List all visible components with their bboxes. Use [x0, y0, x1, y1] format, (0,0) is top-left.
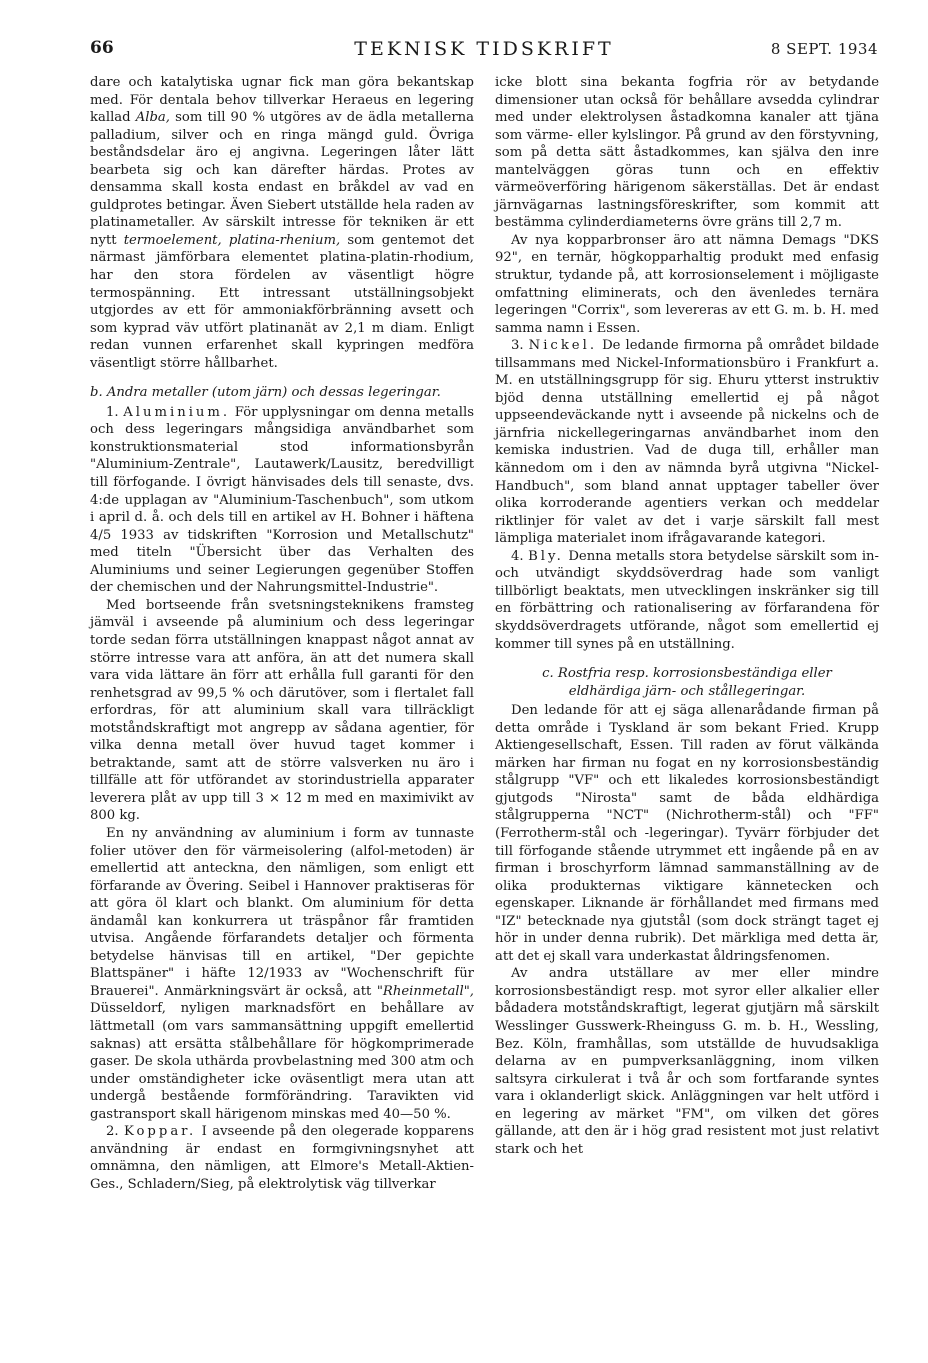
paragraph: dare och katalytiska ugnar fick man göra bekantskap med. För dentala behov tillverkar Heraeus en legering kallad Alba, som till 90 % utgöres av de ädla metallerna palladium, silver och en ringa mängd guld. Övriga beståndsdelar äro ej angivna. Legeringen låter lätt bearbeta sig och kan därefter härdas. Protes av densamma skall kosta endast en bråkdel av vad en guldprotes betingar. Även Siebert utställde hela raden av platinametaller. Av särskilt intresse för tekniken är ett nytt termoelement, platina-rhenium, som gentemot det närmast jämförbara elementet platina-platin-rhodium, har den stora fördelen av väsentligt högre termospänning. Ett intressant utställningsobjekt utgjordes av ett för ammoniakförbränning avsett och som kyprad väv utfört platinanät av 2,1 m diam. Enligt redan vunnen erfarenhet skall kypringen medföra väsentligt större hållbarhet.	[90, 75, 474, 371]
paragraph-bly: 4. Bly. Denna metalls stora betydelse särskilt som in- och utvändigt skyddsöverdrag hade som vanligt tillbörligt beaktats, men utvecklingen inskränker sig till en förbättring och rationalisering av förfarandena för skyddsöverdragets utförande, något som emellertid ej kommer till synes på en utställning.	[495, 548, 879, 652]
section-heading-b: b. Andra metaller (utom järn) och dessas legeringar.	[90, 385, 441, 401]
journal-title: TEKNISK TIDSKRIFT	[354, 38, 614, 60]
subsection-title: Aluminium.	[123, 404, 231, 420]
right-column	[495, 74, 879, 1158]
paragraph: Med bortseende från svetsningsteknikens framsteg jämväl i avseende på aluminium och dess legeringar torde sedan förra utställningen knappast något annat av större intresse vara att anföra, än att det numera skall vara vida lättare än förr att erhålla full garanti för den renhetsgrad av 99,5 % och därutöver, som i flertalet fall erfordras, för att aluminium skall vara tillräckligt motståndskraftigt mot angrepp av sådana agentier, för vilka denna metall över huvud taget kommer i betraktande, samt att de större valsverken nu äro i tillfälle att för utförandet av storindustriella apparater leverera plåt av upp till 3 × 12 m med en maximivikt av 800 kg.	[90, 597, 474, 824]
subsection-title: Koppar.	[124, 1124, 197, 1140]
left-column	[90, 74, 474, 1193]
paragraph: Av nya kopparbronser äro att nämna Demags "DKS 92", en ternär, högkopparhaltig produkt med enfasig struktur, tydande på, att korrosionselement i möjligaste omfattning eliminerats, och den ävenledes ternära legeringen "Corrix", som levereras av ett G. m. b. H. med samma namn i Essen.	[495, 232, 879, 336]
paragraph: Av andra utställare av mer eller mindre korrosionsbeständigt resp. mot syror eller alkalier eller bådadera motståndskraftigt, legerat gjutjärn må särskilt Wesslinger Gusswerk-Rheinguss G. m. b. H., Wessling, Bez. Köln, framhållas, som utställde de huvudsakliga delarna av en pumpverksanläggning, inom vilken saltsyra cirkulerat i två år och som fortfarande syntes vara i oklanderligt skick. Anläggningen var helt utförd i en legering av märket "FM", om vilken det göres gällande, att den är i hög grad resistent mot just relativt stark och het	[495, 966, 879, 1157]
paragraph: Den ledande för att ej säga allenarådande firman på detta område i Tyskland är som bekant Fried. Krupp Aktiengesellschaft, Essen. Till raden av förut välkända märken har firman nu fogat en ny korrosionsbeständig stålgrupp "VF" och ett likaledes korrosionsbeständigt gjutgods "Nirosta" samt de båda eldhärdiga stålgrupperna "NCT" (Nichrotherm-stål) och "FF" (Ferrotherm-stål och -legeringar). Tyvärr förbjuder det till förfogande stående utrymmet ett ingående på en av firman i broschyrform lämnad sammanställning av de olika produkternas viktigare kännetecken och egenskaper. Liknande är förhållandet med firmans med "IZ" betecknade nya gjutstål (som dock strängt taget ej hör in under denna rubrik). Det märkliga med detta är, att det ej skall vara underkastat åldringsfenomen.	[495, 703, 879, 964]
issue-date: 8 SEPT. 1934	[770, 40, 878, 58]
subsection-title: Bly.	[528, 548, 564, 564]
paragraph-aluminium: 1. Aluminium. För upplysningar om denna metalls och dess legeringars mångsidiga användbarhet som konstruktionsmaterial stod informationsbyrån "Aluminium-Zentrale", Lautawerk/Lausitz, beredvilligt till förfogande. I övrigt hänvisades dels till senaste, dvs. 4:de upplagan av "Aluminium-Taschenbuch", som utkom i april d. å. och dels till en artikel av H. Bohner i häftena 4/5 1933 av tidskriften "Korrosion und Metallschutz" med titeln "Übersicht über das Verhalten des Aluminiums und seiner Legierungen gegenüber Stoffen der chemischen und der Nahrungsmittel-Industrie".	[90, 404, 474, 596]
paragraph-koppar: 2. Koppar. I avseende på den olegerade kopparens användning är endast en formgivningsnyhet att omnämna, den nämligen, att Elmore's Metall-Aktien-Ges., Schladern/Sieg, på elektrolytisk väg tillverkar	[90, 1124, 474, 1192]
subsection-title: Nickel.	[528, 338, 598, 354]
page-number: 66	[90, 38, 114, 58]
paragraph: icke blott sina bekanta fogfria rör av betydande dimensioner utan också för behållare avsedda cylindrar med under elektrolysen åstadkomna kanaler att tjäna som värme- eller kylslingor. På grund av den förstyvning, som på detta sätt åstadkommes, kan själva den inre mantelväggen göras tunn och en effektiv värmeöverföring härigenom säkerställas. Det är endast järnvägarnas lastningsföreskrifter, som kommit att bestämma cylinderdiameterns övre gräns till 2,7 m.	[495, 75, 879, 231]
section-heading-c: c. Rostfria resp. korrosionsbeständiga eller eldhärdiga järn- och stållegeringar.	[542, 666, 832, 699]
paragraph-nickel: 3. Nickel. De ledande firmorna på området bildade tillsammans med Nickel-Informationsbüro i Frankfurt a. M. en utställningsgrupp för sig. Ehuru ytterst instruktiv bjöd denna utställning emellertid ej på något uppseendeväckande nytt i avseende på nickelns och de järnfria nickellegeringarnas användbarhet inom den kemiska industrien. Vad de duga till, erhåller man kännedom om i den av nämnda byrå utgivna "Nickel-Handbuch", som bland annat upptager tabeller över olika korroderande agentiers verkan och meddelar riktlinjer för valet av det i varje särskilt fall mest lämpliga materialet inom ifrågavarande kategori.	[495, 338, 879, 547]
page-header	[90, 36, 878, 62]
paragraph: En ny användning av aluminium i form av tunnaste folier utöver den för värmeisolering (alfol-metoden) är emellertid att anteckna, den nämligen, som enligt ett förfarande av Övering. Seibel i Hannover praktiseras för att göra öl klart och blankt. Om aluminium för detta ändamål kan konkurrera ut träspånor får framtiden utvisa. Angående förfarandets detaljer och förmenta betydelse hänvisas till en artikel, "Der gepichte Blattspäner" i häfte 12/1933 av "Wochenschrift für Brauerei". Anmärkningsvärt är också, att "Rheinmetall", Düsseldorf, nyligen marknadsfört en behållare av lättmetall (om vars sammansättning uppgift emellertid saknas) att ersätta stålbehållare för högkomprimerade gaser. De skola uthärda provbelastning med 300 atm och under omständigheter icke oväsentligt mera utan att undergå bestående formförändring. Taravikten vid gastransport skall härigenom minskas med 40—50 %.	[90, 825, 474, 1122]
